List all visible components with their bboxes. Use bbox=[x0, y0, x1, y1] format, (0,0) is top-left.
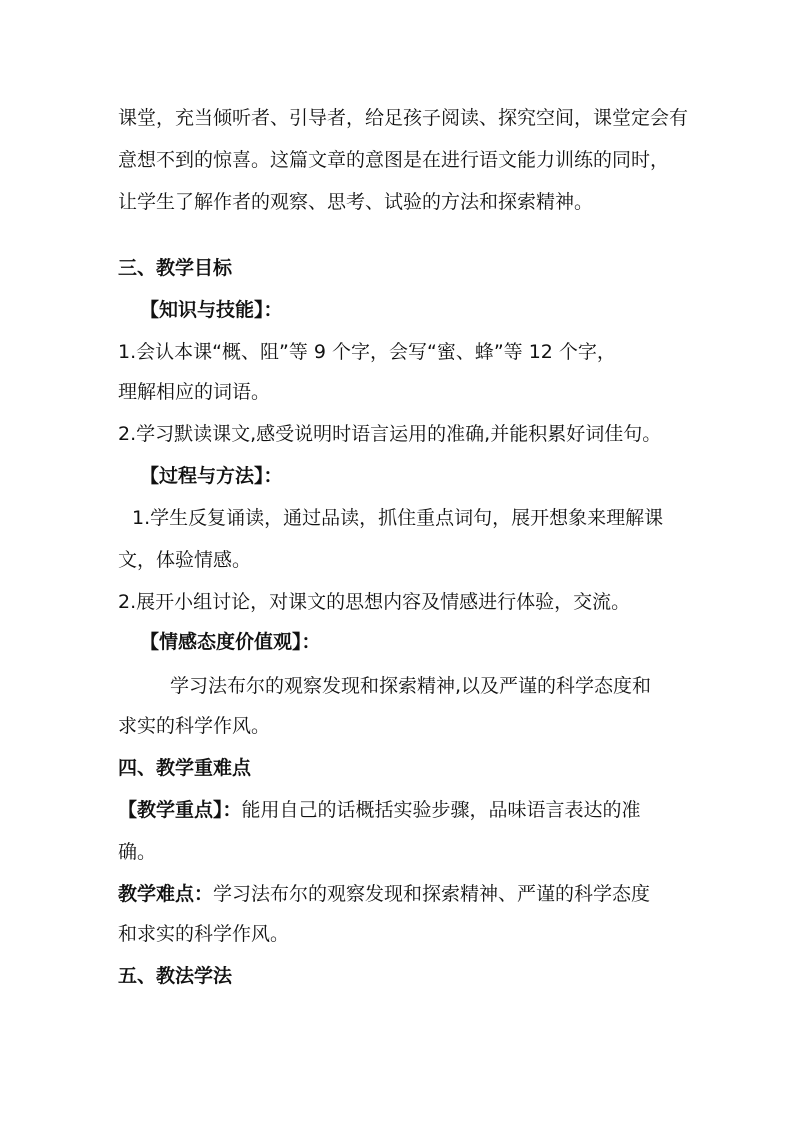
emotion-item-1: 学习法布尔的观察发现和探索精神,以及严谨的科学态度和 bbox=[170, 675, 652, 697]
section-heading-key-points: 四、教学重难点 bbox=[118, 757, 252, 779]
subheading-process: 【过程与方法】： bbox=[140, 465, 283, 487]
key-point-line-2: 确。 bbox=[118, 841, 157, 863]
process-item-1-cont: 文，体验情感。 bbox=[118, 549, 252, 571]
difficult-point-line-1 bbox=[118, 880, 698, 908]
difficult-point-label: 教学难点： bbox=[118, 883, 214, 905]
emotion-item-1-cont: 求实的科学作风。 bbox=[118, 715, 271, 737]
difficult-point-text: 学习法布尔的观察发现和探索精神、严谨的科学态度 bbox=[213, 883, 651, 905]
subheading-emotion: 【情感态度价值观】： bbox=[140, 631, 321, 653]
key-point-text: 能用自己的话概括实验步骤，品味语言表达的准 bbox=[241, 799, 641, 821]
section-heading-objectives: 三、教学目标 bbox=[118, 257, 233, 279]
intro-line-3: 让学生了解作者的观察、思考、试验的方法和探索精神。 bbox=[118, 191, 594, 213]
subheading-knowledge: 【知识与技能】： bbox=[140, 299, 283, 321]
section-heading-methods: 五、教法学法 bbox=[118, 965, 233, 987]
process-item-1: 1.学生反复诵读，通过品读，抓住重点词句，展开想象来理解课 bbox=[132, 507, 664, 529]
process-item-2: 2.展开小组讨论，对课文的思想内容及情感进行体验，交流。 bbox=[118, 591, 631, 613]
difficult-point-line-2: 和求实的科学作风。 bbox=[118, 923, 290, 945]
key-point-line-1 bbox=[118, 796, 698, 824]
knowledge-item-1-cont: 理解相应的词语。 bbox=[118, 381, 271, 403]
knowledge-item-2: 2.学习默读课文,感受说明时语言运用的准确,并能积累好词佳句。 bbox=[118, 423, 662, 445]
intro-line-2: 意想不到的惊喜。这篇文章的意图是在进行语文能力训练的同时， bbox=[118, 149, 670, 171]
intro-line-1: 课堂，充当倾听者、引导者，给足孩子阅读、探究空间，课堂定会有 bbox=[118, 107, 689, 129]
key-point-label: 【教学重点】： bbox=[118, 799, 242, 821]
knowledge-item-1: 1.会认本课“概、阻”等 9 个字，会写“蜜、蜂”等 12 个字， bbox=[118, 341, 616, 363]
